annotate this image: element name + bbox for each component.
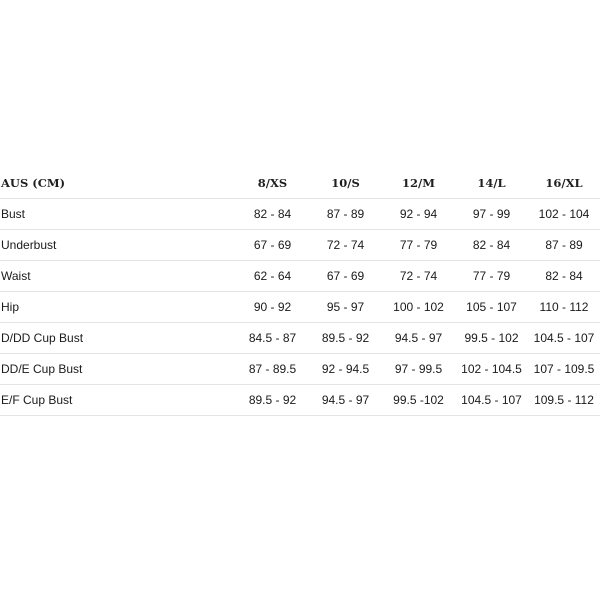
table-row-dd-e-cup-bust: [0, 354, 600, 385]
table-cell: 105 - 107: [455, 292, 528, 323]
size-chart-table: [0, 168, 600, 416]
table-cell: 87 - 89: [309, 199, 382, 230]
row-label: DD/E Cup Bust: [0, 354, 236, 385]
table-cell: 87 - 89: [528, 230, 600, 261]
header-size-10-s: 10/S: [309, 168, 382, 199]
table-cell: 94.5 - 97: [309, 385, 382, 416]
table-cell: 82 - 84: [236, 199, 309, 230]
table-cell: 67 - 69: [309, 261, 382, 292]
header-size-12-m: 12/M: [382, 168, 455, 199]
table-cell: 110 - 112: [528, 292, 600, 323]
table-cell: 87 - 89.5: [236, 354, 309, 385]
table-cell: 77 - 79: [382, 230, 455, 261]
table-cell: 82 - 84: [528, 261, 600, 292]
table-cell: 102 - 104: [528, 199, 600, 230]
header-size-8-xs: 8/XS: [236, 168, 309, 199]
row-label: D/DD Cup Bust: [0, 323, 236, 354]
table-cell: 89.5 - 92: [236, 385, 309, 416]
table-cell: 92 - 94: [382, 199, 455, 230]
table-row-bust: [0, 199, 600, 230]
table-cell: 82 - 84: [455, 230, 528, 261]
row-label: Bust: [0, 199, 236, 230]
table-cell: 97 - 99.5: [382, 354, 455, 385]
table-cell: 62 - 64: [236, 261, 309, 292]
row-label: E/F Cup Bust: [0, 385, 236, 416]
row-label: Waist: [0, 261, 236, 292]
header-size-16-xl: 16/XL: [528, 168, 600, 199]
table-cell: 107 - 109.5: [528, 354, 600, 385]
table-cell: 95 - 97: [309, 292, 382, 323]
header-region-unit: AUS (CM): [0, 168, 236, 199]
table-row-d-dd-cup-bust: [0, 323, 600, 354]
table-row-waist: [0, 261, 600, 292]
table-cell: 67 - 69: [236, 230, 309, 261]
table-cell: 104.5 - 107: [528, 323, 600, 354]
table-cell: 90 - 92: [236, 292, 309, 323]
table-cell: 77 - 79: [455, 261, 528, 292]
table-cell: 100 - 102: [382, 292, 455, 323]
table-cell: 89.5 - 92: [309, 323, 382, 354]
table-cell: 92 - 94.5: [309, 354, 382, 385]
table-row-underbust: [0, 230, 600, 261]
table-header-row: [0, 168, 600, 199]
table-row-hip: [0, 292, 600, 323]
table-cell: 102 - 104.5: [455, 354, 528, 385]
table-cell: 109.5 - 112: [528, 385, 600, 416]
row-label: Hip: [0, 292, 236, 323]
table-cell: 72 - 74: [382, 261, 455, 292]
table-cell: 99.5 - 102: [455, 323, 528, 354]
table-cell: 84.5 - 87: [236, 323, 309, 354]
header-size-14-l: 14/L: [455, 168, 528, 199]
table-cell: 72 - 74: [309, 230, 382, 261]
table-cell: 94.5 - 97: [382, 323, 455, 354]
table-cell: 99.5 -102: [382, 385, 455, 416]
table-cell: 97 - 99: [455, 199, 528, 230]
table-row-e-f-cup-bust: [0, 385, 600, 416]
row-label: Underbust: [0, 230, 236, 261]
table-cell: 104.5 - 107: [455, 385, 528, 416]
